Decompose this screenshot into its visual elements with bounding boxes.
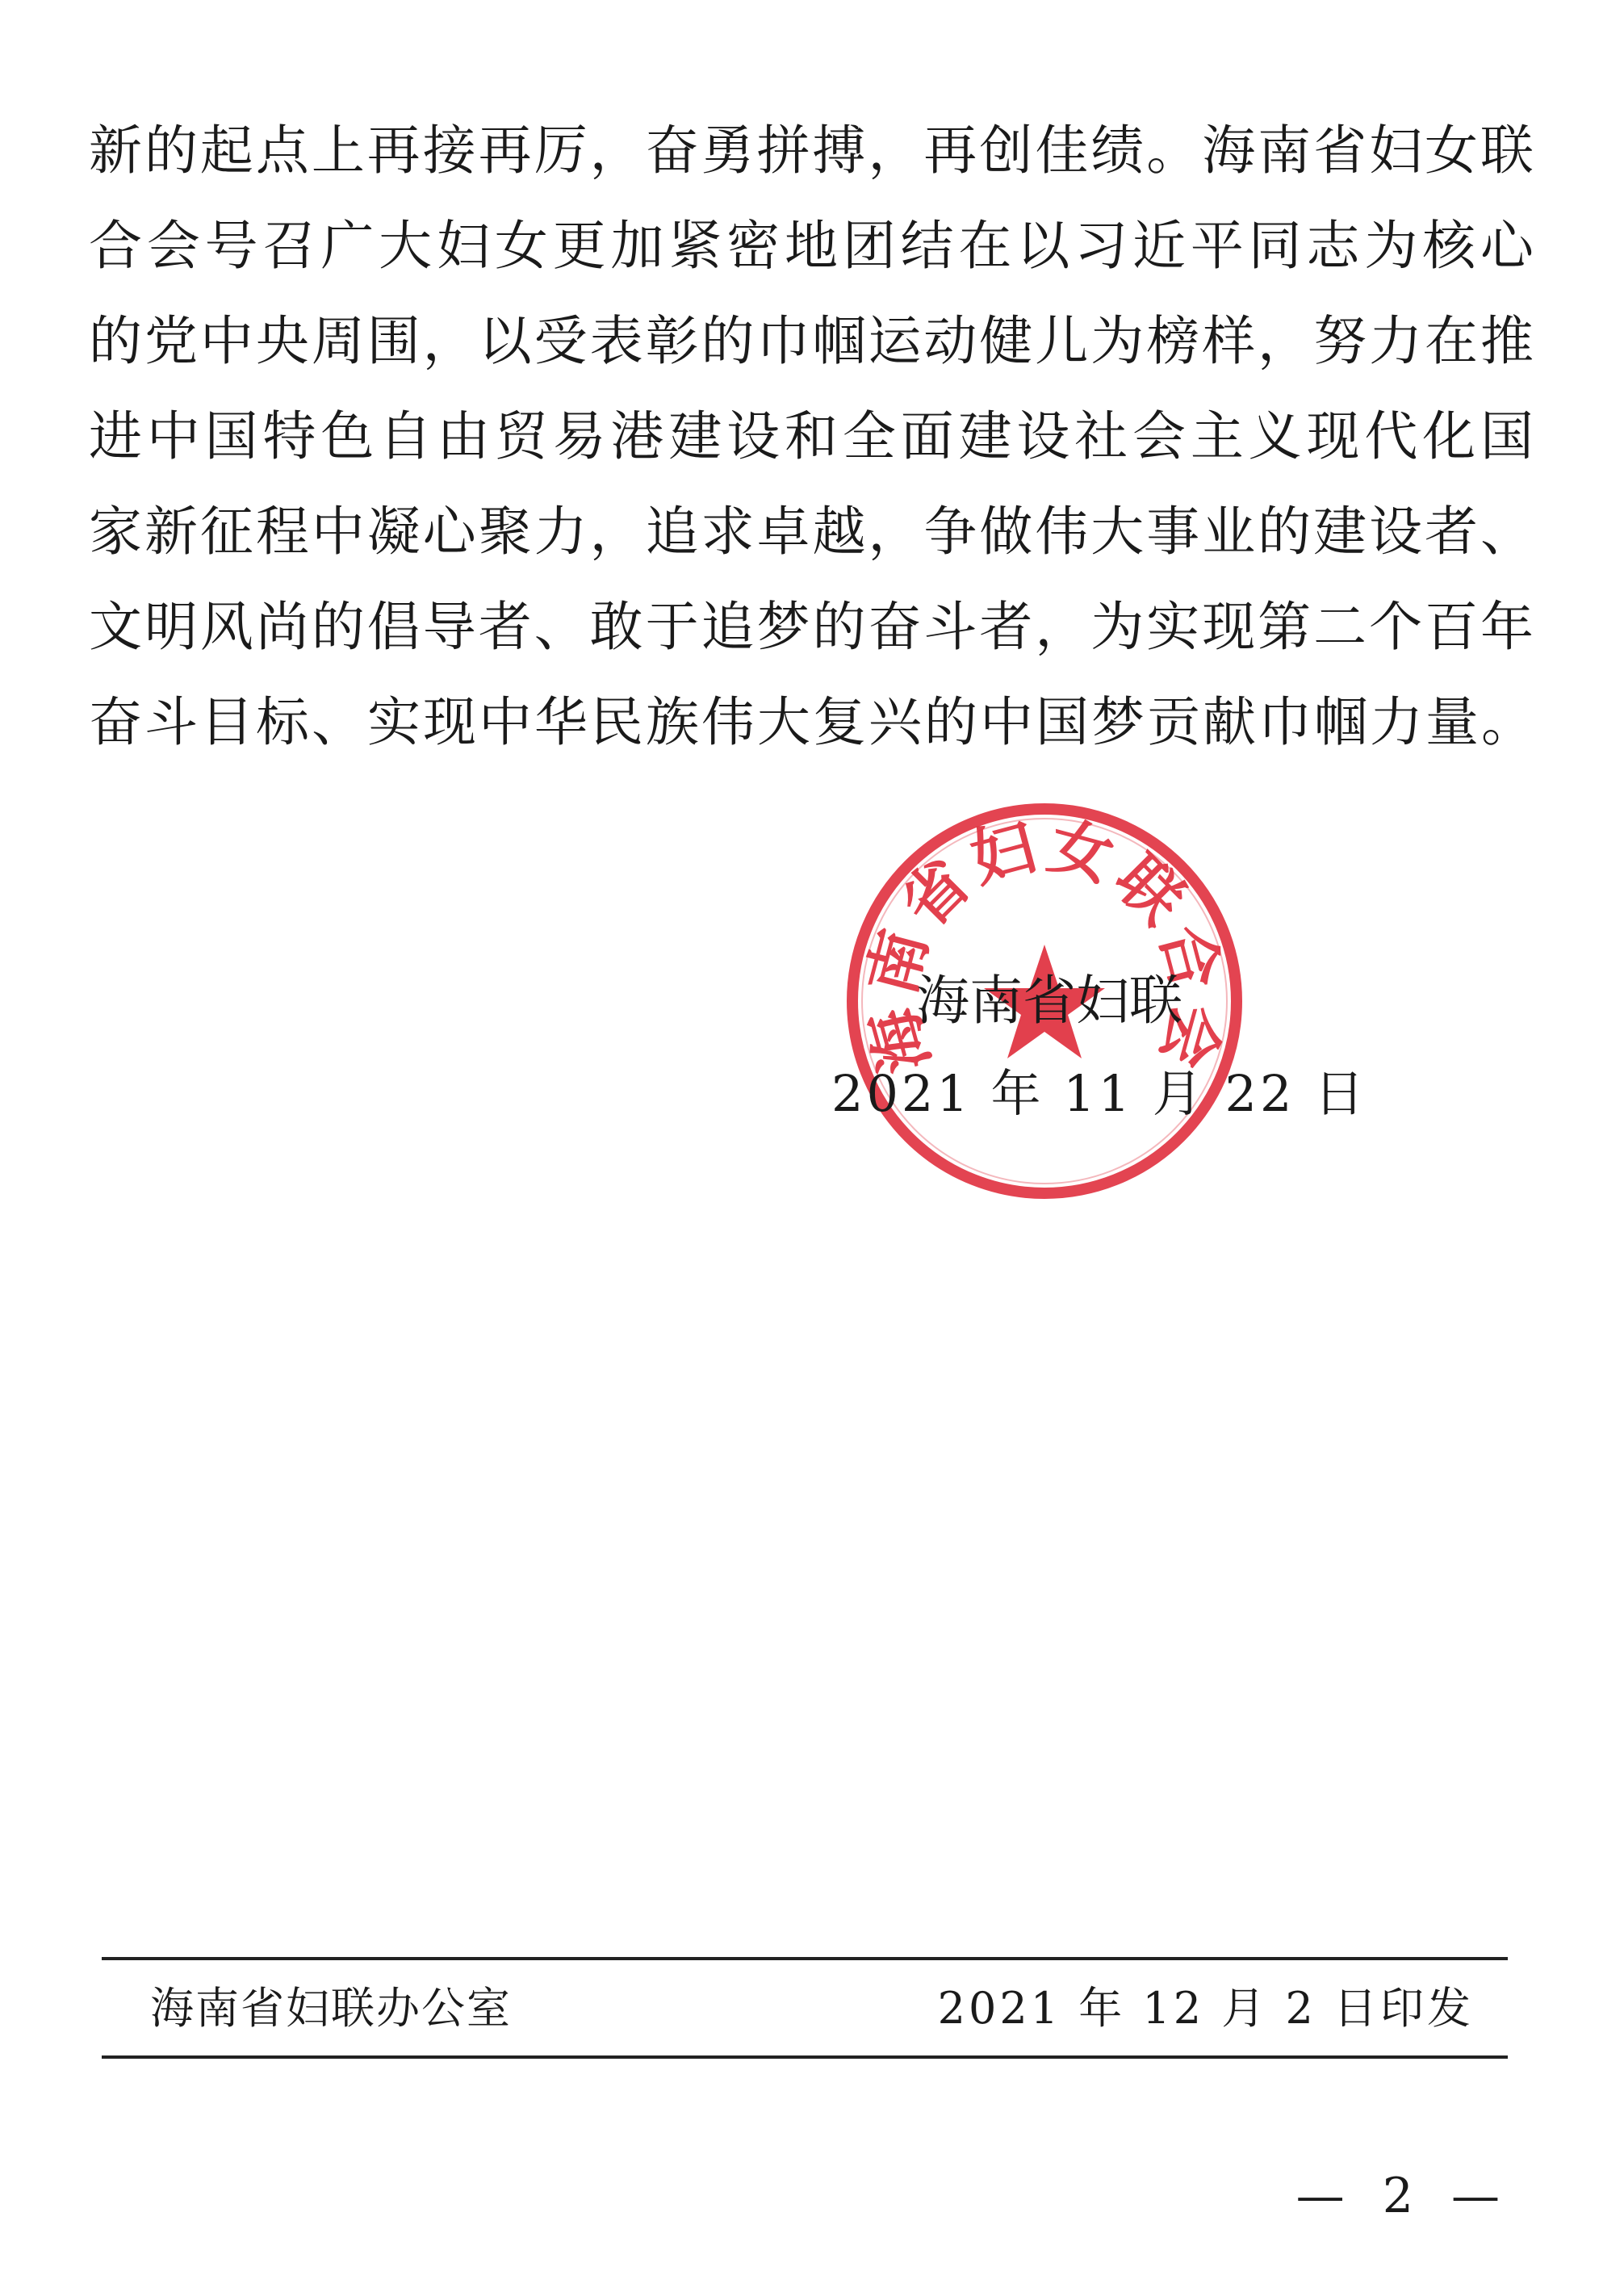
footer-bottom-rule xyxy=(102,2055,1508,2059)
body-line: 新的起点上再接再厉，奋勇拼搏，再创佳绩。海南省妇女联 xyxy=(89,119,1534,182)
body-line: 的党中央周围，以受表彰的巾帼运动健儿为榜样，努力在推 xyxy=(89,310,1534,372)
footer-issue-date: 2021 年 12 月 2 日印发 xyxy=(937,1983,1474,2034)
page-number: — 2 — xyxy=(1295,2168,1511,2224)
body-line: 进中国特色自由贸易港建设和全面建设社会主义现代化国 xyxy=(89,405,1534,467)
signature-org: 海南省妇联 xyxy=(916,970,1182,1032)
seal-text: 海南省妇女联合会 xyxy=(855,809,1234,1081)
signature-date: 2021 年 11 月 22 日 xyxy=(831,1064,1368,1123)
footer-issuer: 海南省妇联办公室 xyxy=(150,1983,512,2034)
body-line: 家新征程中凝心聚力，追求卓越，争做伟大事业的建设者、 xyxy=(89,501,1534,563)
footer-top-rule xyxy=(102,1957,1508,1960)
body-text xyxy=(89,103,1537,770)
body-line: 奋斗目标、实现中华民族伟大复兴的中国梦贡献巾帼力量。 xyxy=(89,691,1537,753)
body-line: 文明风尚的倡导者、敢于追梦的奋斗者，为实现第二个百年 xyxy=(89,596,1534,658)
body-line: 合会号召广大妇女更加紧密地团结在以习近平同志为核心 xyxy=(89,215,1534,277)
